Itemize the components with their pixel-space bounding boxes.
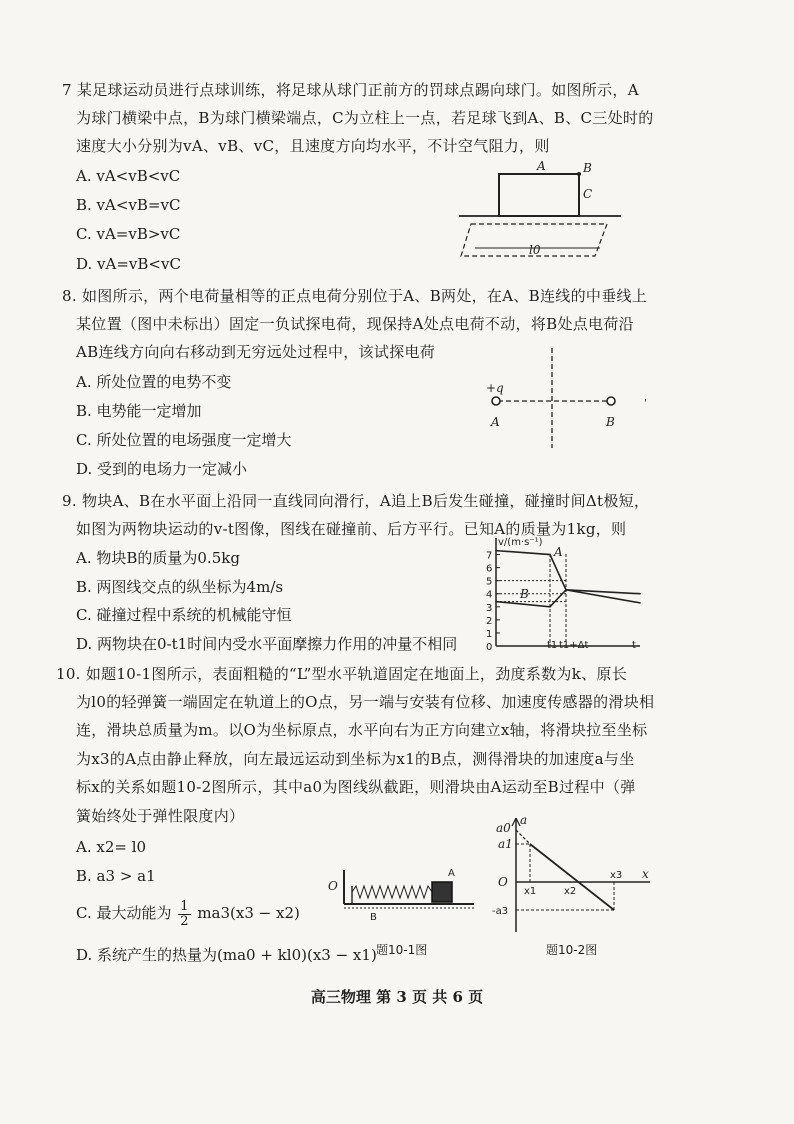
fig1-label-o: O <box>328 879 338 893</box>
fraction-denominator: 2 <box>180 913 189 929</box>
vt-ylabel: v/(m·s⁻¹) <box>498 537 543 548</box>
vt-point-B-3 <box>639 602 641 604</box>
q10-option-b[interactable]: B. a3 > a1 <box>76 867 156 885</box>
q9-stem-line-1: 9. 物块A、B在水平面上沿同一直线同向滑行，A追上B后发生碰撞，碰撞时间Δt极短， <box>62 492 650 510</box>
q7-label-a: A <box>537 159 546 173</box>
vt-ytick-0: 0 <box>486 642 493 652</box>
fig2-label-a: a <box>520 814 528 827</box>
fig2-label-a0: a0 <box>496 821 511 835</box>
page-footer: 高三物理 第 3 页 共 6 页 <box>310 988 484 1006</box>
slider-block <box>432 882 452 902</box>
vt-ytick-2: 2 <box>486 615 493 627</box>
q7-stem-line-3: 速度大小分别为vA、vB、vC，且速度方向均水平，不计空气阻力，则 <box>76 137 550 155</box>
vt-ytick-4: 4 <box>486 589 493 601</box>
vt-series-A <box>496 551 640 594</box>
q7-option-d[interactable]: D. vA=vB<vC <box>76 255 181 273</box>
q8-label-a: A <box>491 415 500 429</box>
q8-stem-line-3: AB连线方向向右移动到无穷远处过程中，该试探电荷 <box>76 343 436 361</box>
q7-stem-line-2: 为球门横梁中点，B为球门横梁端点，C为立柱上一点，若足球飞到A、B、C三处时的 <box>76 109 654 127</box>
q10-option-c-fraction <box>178 900 190 929</box>
q10-track-figure <box>322 862 482 932</box>
q9-stem-line-2: 如图为两物块运动的v-t图像，图线在碰撞前、后方平行。已知A的质量为1kg，则 <box>76 520 627 538</box>
q8-option-b[interactable]: B. 电势能一定增加 <box>76 402 202 420</box>
q8-option-d[interactable]: D. 受到的电场力一定减小 <box>76 460 248 478</box>
spring <box>352 886 432 898</box>
fig1-label-b: B <box>370 912 377 923</box>
q10-option-d[interactable]: D. 系统产生的热量为(ma0 + kl0)(x3 − x1) <box>76 946 377 964</box>
vt-point-A-3 <box>639 593 641 595</box>
q9-option-b[interactable]: B. 两图线交点的纵坐标为4m/s <box>76 578 284 596</box>
vt-ytick-1: 1 <box>486 628 493 640</box>
vt-label-b: B <box>520 587 529 601</box>
q10-stem-line-1: 10. 如题10-1图所示，表面粗糙的“L”型水平轨道固定在地面上，劲度系数为k、原长 <box>56 665 628 683</box>
q9-option-a[interactable]: A. 物块B的质量为0.5kg <box>76 549 240 567</box>
fig2-label-x3: x3 <box>610 870 623 881</box>
vt-ytick-6: 6 <box>486 563 493 575</box>
q7-stem-line-1: 7 某足球运动员进行点球训练，将足球从球门正前方的罚球点踢向球门。如图所示，A <box>62 81 639 99</box>
q10-stem-line-3: 连，滑块总质量为m。以O为坐标原点，水平向右为正方向建立x轴，将滑块拉至坐标 <box>76 721 648 739</box>
q7-goal-figure <box>455 158 625 260</box>
q10-option-c-prefix: C. 最大动能为 <box>76 904 172 922</box>
q8-stem-line-2: 某位置（图中未标出）固定一负试探电荷，现保持A处点电荷不动，将B处点电荷沿 <box>76 315 634 333</box>
q8-option-a[interactable]: A. 所处位置的电势不变 <box>76 373 232 391</box>
q7-label-b: B <box>583 161 592 175</box>
fig2-caption: 题10-2图 <box>546 943 598 957</box>
q7-option-a[interactable]: A. vA<vB<vC <box>76 167 181 185</box>
vt-point-A-0 <box>495 550 497 552</box>
vt-xtick-t1: t1 <box>547 640 558 651</box>
vt-xtick-t1dt: t1+Δt <box>559 640 589 651</box>
vt-ytick-3: 3 <box>486 602 493 614</box>
q10-ax-graph <box>492 814 662 934</box>
fraction-numerator: 1 <box>180 898 189 914</box>
q10-stem-line-2: 为l0的轻弹簧一端固定在轨道上的O点，另一端与安装有位移、加速度传感器的滑块相 <box>76 693 655 711</box>
q9-vt-graph <box>474 534 644 652</box>
fig2-label-a1: a1 <box>498 837 513 851</box>
q8-charge-figure <box>480 346 660 450</box>
q7-label-l: l0 <box>529 243 541 257</box>
fig2-label-x2: x2 <box>564 886 577 897</box>
intercept-dashed <box>516 830 530 844</box>
vt-ytick-5: 5 <box>486 576 493 588</box>
vt-xtick-t: t <box>632 640 636 651</box>
vt-ytick-7: 7 <box>486 550 493 562</box>
q8-label-b: B <box>606 415 615 429</box>
a-x-line <box>530 844 614 910</box>
q10-stem-line-4: 为x3的A点由静止释放，向左最远运动到坐标为x1的B点，测得滑块的加速度a与坐 <box>76 750 635 768</box>
charge-a <box>492 397 500 405</box>
svg-text:': ' <box>644 398 647 409</box>
q8-option-c[interactable]: C. 所处位置的电场强度一定增大 <box>76 431 292 449</box>
fig2-label-x: x <box>642 867 649 881</box>
q7-label-c: C <box>583 187 593 201</box>
fig2-label-neg-a3: -a3 <box>492 906 509 917</box>
q10-option-c-suffix: ma3(x3 − x2) <box>197 904 300 922</box>
goal-frame <box>499 174 579 216</box>
q7-option-c[interactable]: C. vA=vB>vC <box>76 225 181 243</box>
q9-option-c[interactable]: C. 碰撞过程中系统的机械能守恒 <box>76 606 292 624</box>
q10-stem-line-6: 簧始终处于弹性限度内） <box>76 807 245 825</box>
charge-b <box>607 397 615 405</box>
fig2-label-o: O <box>498 875 508 889</box>
vt-label-a: A <box>554 545 563 559</box>
q9-option-d[interactable]: D. 两物块在0-t1时间内受水平面摩擦力作用的冲量不相同 <box>76 635 458 653</box>
q8-charge-label: +q <box>486 381 504 395</box>
q8-stem-line-1: 8. 如图所示，两个电荷量相等的正点电荷分别位于A、B两处，在A、B连线的中垂线上 <box>62 287 648 305</box>
q7-option-b[interactable]: B. vA<vB=vC <box>76 196 181 214</box>
fig1-caption: 题10-1图 <box>376 943 428 957</box>
q10-stem-line-5: 标x的关系如题10-2图所示，其中a0为图线纵截距，则滑块由A运动至B过程中（弹 <box>76 778 636 796</box>
fig1-label-a: A <box>448 868 455 879</box>
q10-option-a[interactable]: A. x2= l0 <box>76 838 147 856</box>
fig2-label-x1: x1 <box>524 886 537 897</box>
q10-option-c[interactable] <box>76 896 300 930</box>
